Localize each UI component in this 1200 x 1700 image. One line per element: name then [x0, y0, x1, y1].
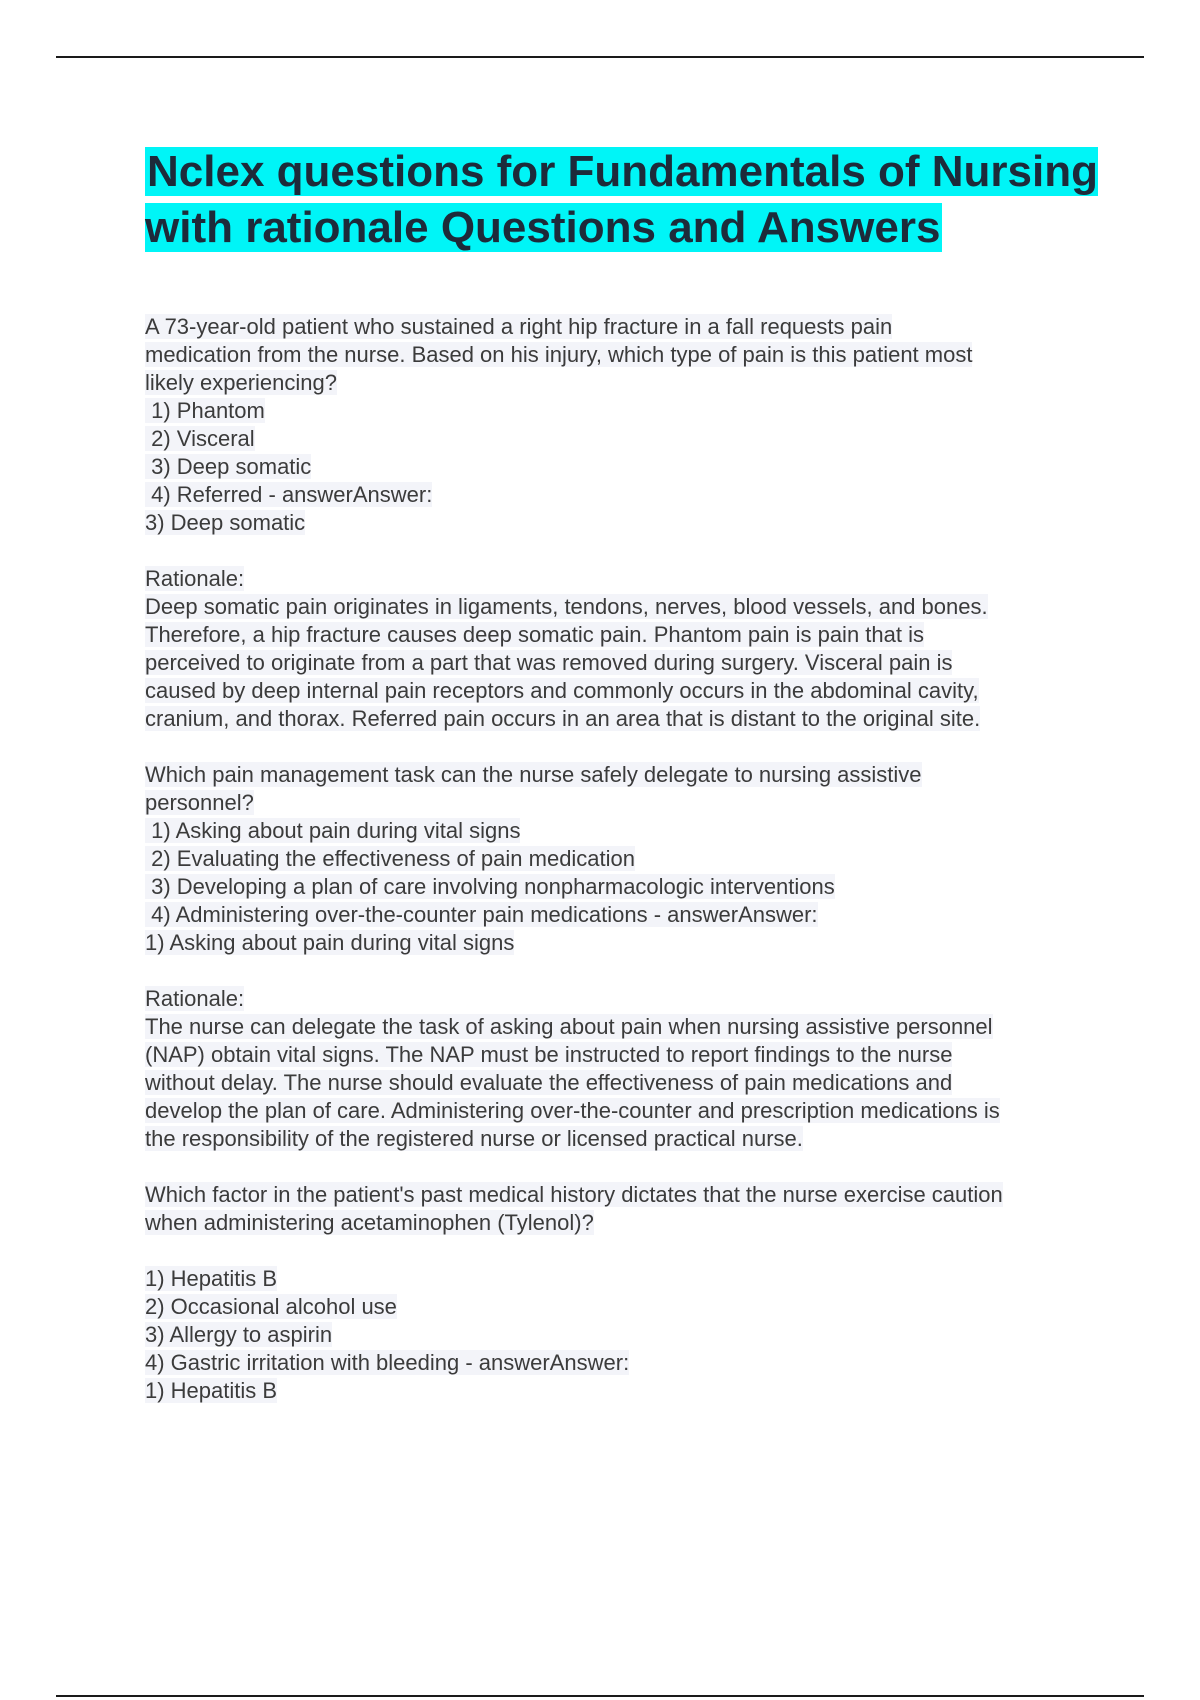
text-line: medication from the nurse. Based on his injury, which type of pain is this patient most: [145, 342, 973, 367]
text-line: A 73-year-old patient who sustained a right hip fracture in a fall requests pain: [145, 314, 893, 339]
text-line: 4) Administering over-the-counter pain medications - answerAnswer:: [145, 902, 818, 927]
text-line: Therefore, a hip fracture causes deep somatic pain. Phantom pain is pain that is: [145, 622, 924, 647]
text-line: 3) Developing a plan of care involving nonpharmacologic interventions: [145, 874, 835, 899]
text-line: 1) Hepatitis B: [145, 1378, 278, 1403]
text-line: Which factor in the patient's past medical history dictates that the nurse exercise caution: [145, 1182, 1003, 1207]
text-line: 3) Deep somatic: [145, 454, 312, 479]
text-line: Rationale:: [145, 986, 245, 1011]
text-line: 2) Visceral: [145, 426, 255, 451]
text-line: 3) Deep somatic: [145, 510, 306, 535]
text-line: 1) Hepatitis B: [145, 1266, 278, 1291]
text-line: personnel?: [145, 790, 254, 815]
text-line: 1) Asking about pain during vital signs: [145, 930, 515, 955]
text-line: 4) Gastric irritation with bleeding - answerAnswer:: [145, 1350, 630, 1375]
header-rule: [56, 56, 1144, 58]
text-line: when administering acetaminophen (Tylenol)?: [145, 1210, 594, 1235]
document-title-text: Nclex questions for Fundamentals of Nursing with rationale Questions and Answers: [145, 147, 1099, 252]
text-line: the responsibility of the registered nurse or licensed practical nurse.: [145, 1126, 803, 1151]
rationale-2: [145, 985, 1105, 1153]
text-line: 2) Evaluating the effectiveness of pain medication: [145, 846, 636, 871]
text-line: 4) Referred - answerAnswer:: [145, 482, 433, 507]
text-line: The nurse can delegate the task of asking about pain when nursing assistive personnel: [145, 1014, 993, 1039]
text-line: 1) Asking about pain during vital signs: [145, 818, 521, 843]
question-3-options: [145, 1265, 1105, 1405]
text-line: Rationale:: [145, 566, 245, 591]
text-line: perceived to originate from a part that was removed during surgery. Visceral pain is: [145, 650, 953, 675]
document-body: [145, 144, 1105, 1405]
text-line: caused by deep internal pain receptors and commonly occurs in the abdominal cavity,: [145, 678, 979, 703]
question-2: [145, 761, 1105, 957]
footer-rule: [56, 1695, 1144, 1697]
text-line: likely experiencing?: [145, 370, 337, 395]
question-1: [145, 313, 1105, 537]
document-title: [145, 144, 1105, 256]
text-line: develop the plan of care. Administering over-the-counter and prescription medications is: [145, 1098, 1000, 1123]
rationale-1: [145, 565, 1105, 733]
text-line: (NAP) obtain vital signs. The NAP must be instructed to report findings to the nurse: [145, 1042, 953, 1067]
question-3: [145, 1181, 1105, 1237]
text-line: Deep somatic pain originates in ligaments, tendons, nerves, blood vessels, and bones.: [145, 594, 988, 619]
text-line: 2) Occasional alcohol use: [145, 1294, 397, 1319]
text-line: cranium, and thorax. Referred pain occurs in an area that is distant to the original site.: [145, 706, 981, 731]
text-line: without delay. The nurse should evaluate the effectiveness of pain medications and: [145, 1070, 953, 1095]
text-line: 1) Phantom: [145, 398, 265, 423]
text-line: Which pain management task can the nurse safely delegate to nursing assistive: [145, 762, 922, 787]
text-line: 3) Allergy to aspirin: [145, 1322, 333, 1347]
